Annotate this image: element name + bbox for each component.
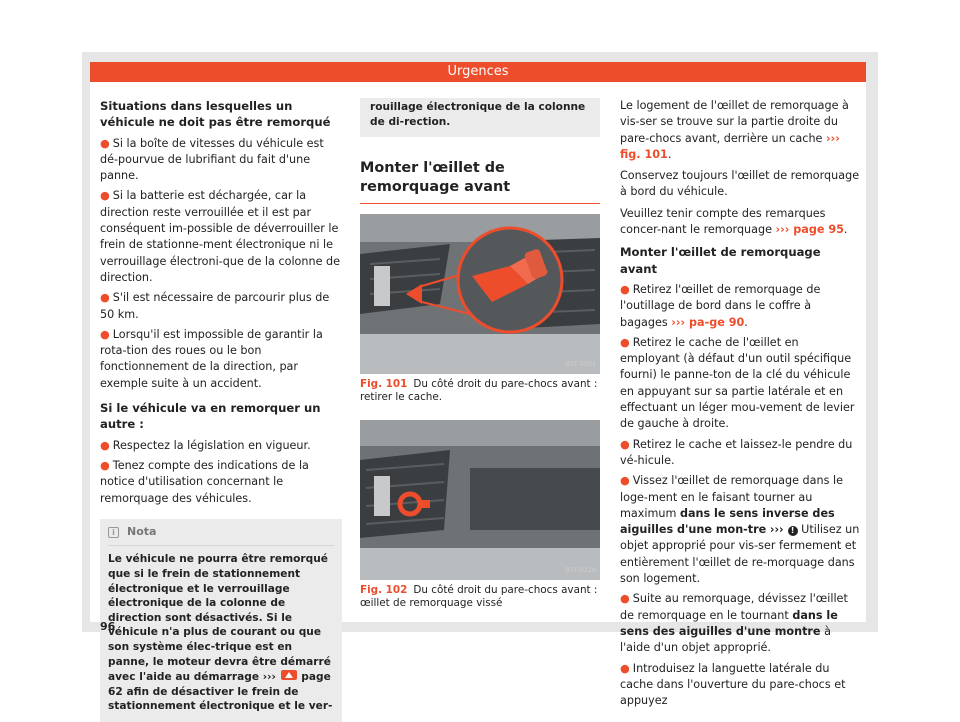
info-icon: i <box>108 527 119 538</box>
list-item: ● Vissez l'œillet de remorquage dans le loge-ment en le faisant tourner au maximum dans le sens inverse des aiguilles d'une mon-tre ››› ! Utilisez un objet approprié pour vis-ser fermement et entièrement l'œillet de re-morquage dans son logement. <box>620 474 860 586</box>
subheading-no-tow: Situations dans lesquelles un véhicule ne doit pas être remorqué <box>100 99 331 130</box>
subheading-towing-other: Si le véhicule va en remorquer un autre : <box>100 401 321 432</box>
note-label: Nota <box>127 524 157 538</box>
list-item: ● Si la boîte de vitesses du véhicule est dé-pourvue de lubrifiant du fait d'une panne. <box>100 136 324 183</box>
column-right <box>620 98 860 713</box>
figure-link[interactable]: ››› fig. 101 <box>620 131 840 161</box>
list-item: ● Si la batterie est déchargée, car la direction reste verrouillée et il est par conséquent im-possible de déverrouiller le frein de stationne-ment électronique ni le verrouillage électroni-que de la colonne de direction. <box>100 189 341 284</box>
figure-102-caption: Fig. 102 Du côté droit du pare-chocs avant : œillet de remorquage vissé <box>360 584 598 610</box>
list-item: ● Tenez compte des indications de la notice d'utilisation concernant le remorquage des véhicules. <box>100 458 309 505</box>
list-item: ● Suite au remorquage, dévissez l'œillet de remorquage en le tournant dans le sens des aiguilles d'une montre à l'aide d'un objet approprié. <box>620 592 848 655</box>
engine-start-icon <box>280 669 298 681</box>
paragraph: Conservez toujours l'œillet de remorquage à bord du véhicule. <box>620 169 860 199</box>
figure-102-image: B5T-0228 <box>360 420 600 580</box>
list-item: ● Respectez la législation en vigueur. <box>100 438 311 452</box>
list-item: ● S'il est nécessaire de parcourir plus de 50 km. <box>100 291 330 321</box>
column-middle <box>360 98 600 626</box>
page-link[interactable]: ››› page 95 <box>775 223 844 237</box>
page-link[interactable]: ››› pa-ge 90 <box>671 315 745 329</box>
list-item: ● Retirez l'œillet de remorquage de l'outillage de bord dans le coffre à bagages ››› pa-ge 90. <box>620 282 821 329</box>
page-frame <box>82 52 878 713</box>
manual-page <box>90 62 866 713</box>
note-box-continued: rouillage électronique de la colonne de di-rection. <box>360 98 600 137</box>
warning-icon: ! <box>788 526 798 536</box>
paragraph: Le logement de l'œillet de remorquage à vis-ser se trouve sur la partie droite du pare-chocs avant, derrière un cache ››› fig. 101. <box>620 99 849 161</box>
list-item: ● Lorsqu'il est impossible de garantir la rota-tion des roues ou le bon fonctionnement de la direction, par exemple suite à un accident. <box>100 327 323 390</box>
list-item: ● Retirez le cache de l'œillet en employant (à défaut d'un outil spécifique fourni) le panne-ton de la clé du véhicule en appuyant sur sa partie latérale et en effectuant un léger mou-vement de levier de gauche à droite. <box>620 335 855 431</box>
page-number: 96 <box>100 620 116 633</box>
warning-link[interactable]: ››› ! <box>770 523 798 536</box>
section-title: Monter l'œillet de remorquage avant <box>360 159 600 204</box>
figure-101-caption: Fig. 101 Du côté droit du pare-chocs avant : retirer le cache. <box>360 378 598 404</box>
list-item: ● Retirez le cache et laissez-le pendre du vé-hicule. <box>620 437 853 467</box>
paragraph: Veuillez tenir compte des remarques concer-nant le remorquage ››› page 95. <box>620 206 848 237</box>
figure-101-image: B5T-0301 <box>360 214 600 374</box>
subheading-mount: Monter l'œillet de remorquage avant <box>620 245 821 276</box>
note-box: i Nota Le véhicule ne pourra être remorqué que si le frein de stationnement électronique et le verrouillage électronique de la colonne de direction sont désactivés. Si le véhicule n'a plus de courant ou que son système élec-trique est en panne, le moteur devra être démarré avec l'aide au démarrage ››› page 62 afin de désactiver le frein de stationnement électronique et le ver- <box>100 519 342 722</box>
column-left <box>100 98 342 722</box>
page-reference[interactable]: ››› page 62 <box>108 671 331 698</box>
list-item: ● Introduisez la languette latérale du cache dans l'ouverture du pare-chocs et appuyez <box>620 661 846 708</box>
bumper-cover-illustration <box>360 214 600 374</box>
towing-eye-illustration <box>360 420 600 580</box>
page-header: Urgences <box>90 62 866 82</box>
